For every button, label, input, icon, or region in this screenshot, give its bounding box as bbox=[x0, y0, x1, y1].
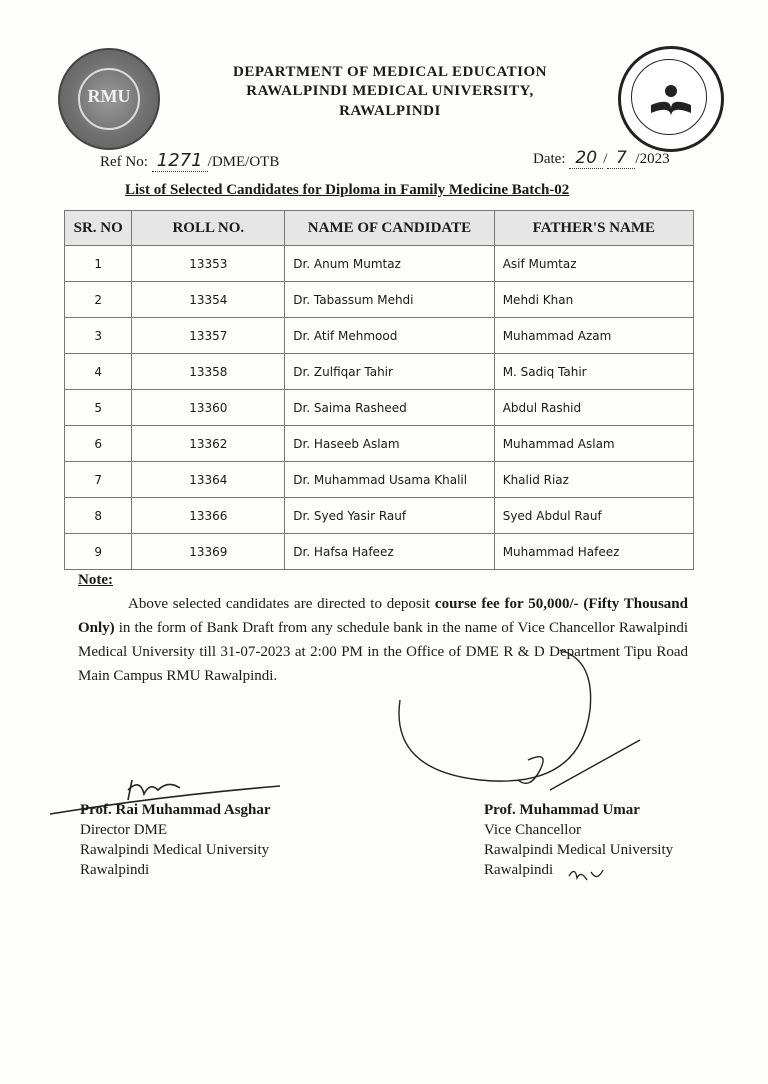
note-label: Note: bbox=[78, 572, 113, 588]
table-row bbox=[65, 318, 694, 354]
cell-name: Dr. Saima Rasheed bbox=[285, 390, 494, 426]
date-day: 20 bbox=[569, 148, 603, 169]
date-label: Date: bbox=[533, 151, 566, 167]
table-row bbox=[65, 462, 694, 498]
cell-roll: 13364 bbox=[132, 462, 285, 498]
cell-father: Syed Abdul Rauf bbox=[494, 498, 693, 534]
candidates-table bbox=[64, 210, 694, 570]
table-row bbox=[65, 390, 694, 426]
cell-name: Dr. Zulfiqar Tahir bbox=[285, 354, 494, 390]
cell-roll: 13360 bbox=[132, 390, 285, 426]
cell-father: Muhammad Azam bbox=[494, 318, 693, 354]
table-row bbox=[65, 534, 694, 570]
ref-number bbox=[100, 150, 279, 172]
cell-sr: 7 bbox=[65, 462, 132, 498]
cell-roll: 13366 bbox=[132, 498, 285, 534]
cell-name: Dr. Tabassum Mehdi bbox=[285, 282, 494, 318]
cell-name: Dr. Anum Mumtaz bbox=[285, 246, 494, 282]
cell-name: Dr. Haseeb Aslam bbox=[285, 426, 494, 462]
cell-sr: 6 bbox=[65, 426, 132, 462]
signature-right-icon bbox=[390, 640, 650, 800]
note-text-before: Above selected candidates are directed to deposit bbox=[128, 596, 435, 612]
cell-name: Dr. Muhammad Usama Khalil bbox=[285, 462, 494, 498]
cell-sr: 4 bbox=[65, 354, 132, 390]
cell-sr: 5 bbox=[65, 390, 132, 426]
seal-monogram: RMU bbox=[87, 86, 131, 106]
signatory-left-title: Director DME bbox=[80, 822, 168, 838]
col-header-father: FATHER'S NAME bbox=[494, 211, 693, 246]
table-row bbox=[65, 354, 694, 390]
cell-sr: 1 bbox=[65, 246, 132, 282]
signatory-right bbox=[484, 800, 673, 880]
cell-roll: 13353 bbox=[132, 246, 285, 282]
signatory-left-city: Rawalpindi bbox=[80, 862, 150, 878]
university-heading: RAWALPINDI MEDICAL UNIVERSITY, bbox=[246, 83, 534, 99]
table-row bbox=[65, 246, 694, 282]
cell-roll: 13369 bbox=[132, 534, 285, 570]
city-heading: RAWALPINDI bbox=[339, 103, 441, 119]
table-row bbox=[65, 282, 694, 318]
cell-sr: 8 bbox=[65, 498, 132, 534]
date: Date: 20 / 7 /2023 bbox=[533, 148, 670, 168]
table-row bbox=[65, 498, 694, 534]
note-fee-bold: course fee for 50,000/- (Fifty Thousand Only) bbox=[78, 596, 688, 636]
cell-name: Dr. Atif Mehmood bbox=[285, 318, 494, 354]
signatory-left-org: Rawalpindi Medical University bbox=[80, 842, 270, 858]
signatory-right-city: Rawalpindi bbox=[484, 862, 554, 878]
cell-father: Asif Mumtaz bbox=[494, 246, 693, 282]
rmu-seal-logo bbox=[58, 48, 160, 150]
cell-roll: 13354 bbox=[132, 282, 285, 318]
cell-father: Muhammad Aslam bbox=[494, 426, 693, 462]
ref-suffix: /DME/OTB bbox=[207, 154, 280, 170]
signatory-right-name: Prof. Muhammad Umar bbox=[484, 802, 640, 818]
col-header-roll: ROLL NO. bbox=[132, 211, 285, 246]
cell-name: Dr. Syed Yasir Rauf bbox=[285, 498, 494, 534]
cell-name: Dr. Hafsa Hafeez bbox=[285, 534, 494, 570]
date-year: /2023 bbox=[635, 151, 670, 167]
ref-label: Ref No: bbox=[100, 154, 148, 170]
signatory-right-title: Vice Chancellor bbox=[484, 822, 581, 838]
signatory-left bbox=[80, 800, 271, 880]
table-header-row bbox=[65, 211, 694, 246]
dme-seal-logo bbox=[618, 46, 724, 152]
list-title: List of Selected Candidates for Diploma in Family Medicine Batch-02 bbox=[125, 182, 570, 198]
table-row bbox=[65, 426, 694, 462]
ref-handwritten-number: 1271 bbox=[152, 150, 208, 172]
col-header-name: NAME OF CANDIDATE bbox=[285, 211, 494, 246]
cell-father: Abdul Rashid bbox=[494, 390, 693, 426]
signatory-left-name: Prof. Rai Muhammad Asghar bbox=[80, 802, 271, 818]
col-header-sr: SR. NO bbox=[65, 211, 132, 246]
date-month: 7 bbox=[607, 148, 635, 169]
cell-father: Mehdi Khan bbox=[494, 282, 693, 318]
cell-roll: 13357 bbox=[132, 318, 285, 354]
cell-father: Muhammad Hafeez bbox=[494, 534, 693, 570]
cell-sr: 2 bbox=[65, 282, 132, 318]
cell-sr: 3 bbox=[65, 318, 132, 354]
note-text-after: in the form of Bank Draft from any schedule bank in the name of Vice Chancellor Rawalpindi Medical University till 31-07-2023 at 2:00 PM in the Office of DME R & D Department Tipu Road Main Campus RMU Rawalpindi. bbox=[78, 620, 688, 684]
book-icon bbox=[647, 79, 695, 119]
department-heading: DEPARTMENT OF MEDICAL EDUCATION bbox=[232, 64, 548, 80]
cell-sr: 9 bbox=[65, 534, 132, 570]
signatory-right-org: Rawalpindi Medical University bbox=[484, 842, 674, 858]
cell-father: M. Sadiq Tahir bbox=[494, 354, 693, 390]
cell-father: Khalid Riaz bbox=[494, 462, 693, 498]
cell-roll: 13358 bbox=[132, 354, 285, 390]
cell-roll: 13362 bbox=[132, 426, 285, 462]
